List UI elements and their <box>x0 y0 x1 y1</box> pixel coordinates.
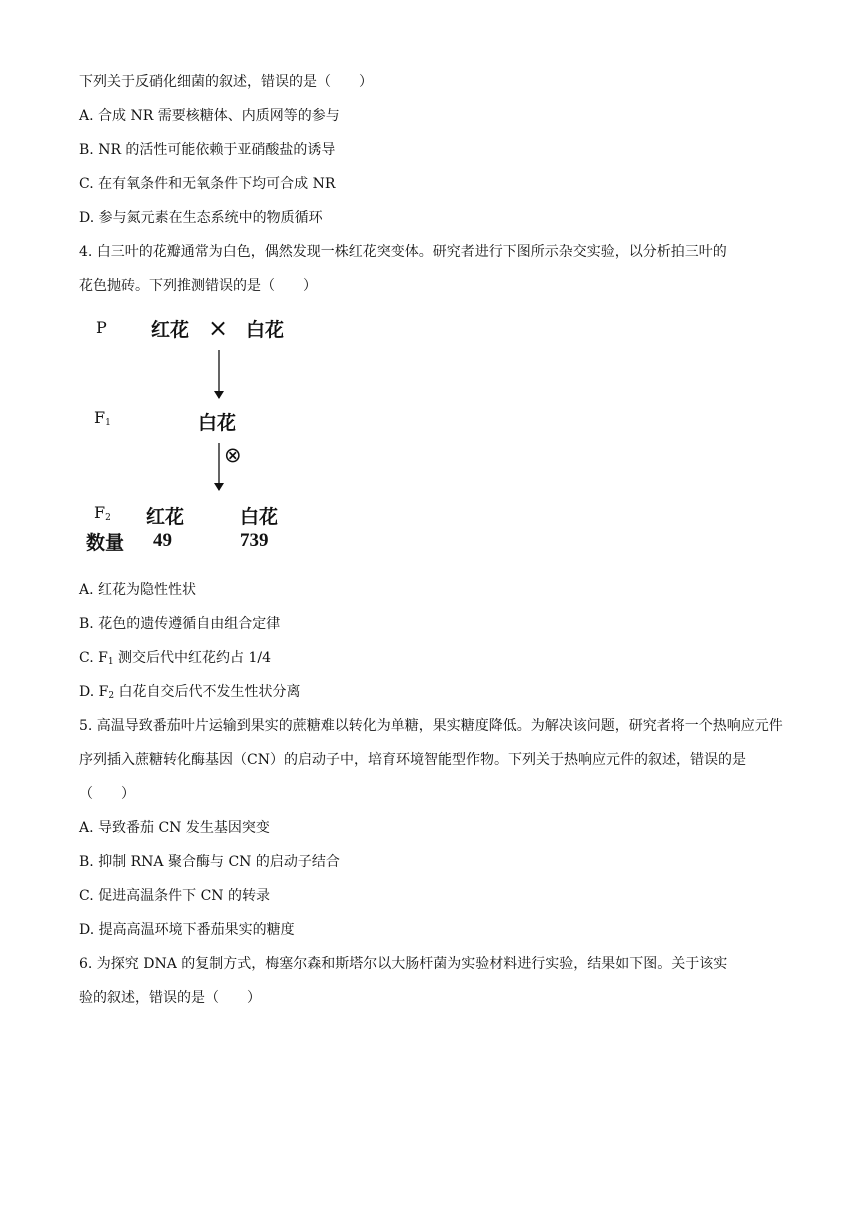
p-white-flower: 白花 <box>246 319 285 341</box>
q4-option-b: B. 花色的遗传遵循自由组合定律 <box>79 616 281 632</box>
f1-generation-label: $F_1$ <box>94 408 111 428</box>
q4-option-c: C. $F_1$ 测交后代中红花约占 1/4 <box>79 650 271 667</box>
cross-symbol: × <box>208 314 229 342</box>
cross-diagram <box>80 312 310 562</box>
q6-stem-line2: 验的叙述，错误的是（ ） <box>79 990 261 1006</box>
q3-option-c: C. 在有氧条件和无氧条件下均可合成 NR <box>79 176 336 192</box>
selfing-icon: ⊗ <box>224 443 242 467</box>
q3-option-d: D. 参与氮元素在生态系统中的物质循环 <box>79 210 323 226</box>
f2-red-count: 49 <box>153 530 172 551</box>
q3-option-b: B. NR 的活性可能依赖于亚硝酸盐的诱导 <box>79 142 336 158</box>
q4-option-d: D. $F_2$ 白花自交后代不发生性状分离 <box>79 684 301 701</box>
q5-option-b: B. 抑制 RNA 聚合酶与 CN 的启动子结合 <box>79 854 340 870</box>
q3-option-a: A. 合成 NR 需要核糖体、内质网等的参与 <box>79 108 340 124</box>
q5-stem: 5. 高温导致番茄叶片运输到果实的蔗糖难以转化为单糖，果实糖度降低。为解决该问题，研究者将一个热响应元件序列插入蔗糖转化酶基因（CN）的启动子中，培育环境智能型作物。下列关于热响应元件的叙述，错误的是（ ） <box>79 718 783 802</box>
q6-stem-line1: 6. 为探究 DNA 的复制方式，梅塞尔森和斯塔尔以大肠杆菌为实验材料进行实验，结果如下图。关于该实 <box>79 956 728 972</box>
q4-option-a: A. 红花为隐性性状 <box>79 582 197 598</box>
q3-stem: 下列关于反硝化细菌的叙述，错误的是（ ） <box>79 74 373 90</box>
q4-stem-line1: 4. 白三叶的花瓣通常为白色，偶然发现一株红花突变体。研究者进行下图所示杂交实验，以分析拍三叶的 <box>79 244 727 260</box>
f2-white-count: 739 <box>240 530 269 551</box>
p-red-flower: 红花 <box>151 319 190 341</box>
f2-generation-label: $F_2$ <box>94 503 111 523</box>
f2-white-flower: 白花 <box>240 506 279 528</box>
q4-stem-line2: 花色抛砖。下列推测错误的是（ ） <box>79 278 317 294</box>
q5-option-c: C. 促进高温条件下 CN 的转录 <box>79 888 270 904</box>
q5-option-a: A. 导致番茄 CN 发生基因突变 <box>79 820 270 836</box>
f1-white-flower: 白花 <box>198 412 237 434</box>
p-generation-label: P <box>96 318 107 337</box>
f2-red-flower: 红花 <box>146 506 185 528</box>
q5-option-d: D. 提高高温环境下番茄果实的糖度 <box>79 922 295 938</box>
count-label: 数量 <box>86 532 125 554</box>
